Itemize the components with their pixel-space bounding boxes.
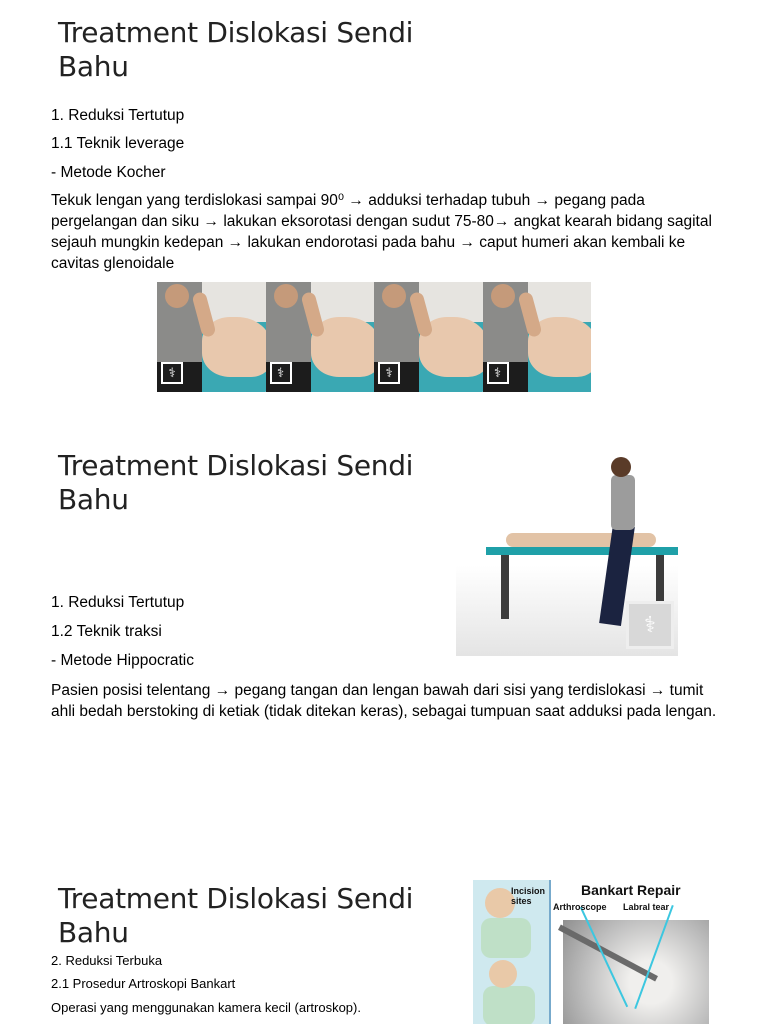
- slide2-paragraph: Pasien posisi telentang → pegang tangan dan lengan bawah dari sisi yang terdislokasi → tumit ahli bedah berstoking di ketiak (tidak ditekan keras), sebagai tumpuan saat adduksi pada lengan.: [51, 682, 717, 720]
- slide3-title: Treatment Dislokasi Sendi Bahu: [58, 882, 414, 949]
- slide2-title: Treatment Dislokasi Sendi Bahu: [58, 449, 414, 516]
- slide2-subheading: 1.2 Teknik traksi: [51, 623, 162, 640]
- slide1-heading: 1. Reduksi Tertutup: [51, 107, 185, 124]
- labral-tear-label: Labral tear: [623, 902, 670, 912]
- bankart-title: Bankart Repair: [581, 882, 681, 898]
- slide1-subheading: 1.1 Teknik leverage: [51, 135, 185, 152]
- medical-logo-icon: ⚕: [626, 601, 674, 649]
- medical-logo-icon: ⚕: [270, 362, 292, 384]
- medical-logo-icon: ⚕: [378, 362, 400, 384]
- hippocratic-image: [456, 455, 678, 656]
- slide1-title: Treatment Dislokasi Sendi Bahu: [58, 16, 414, 83]
- kocher-image-strip: [157, 282, 591, 392]
- kocher-frame-4: [483, 282, 592, 392]
- slide3-subheading: 2.1 Prosedur Artroskopi Bankart: [51, 976, 236, 991]
- bankart-repair-image: [473, 880, 709, 1024]
- slide2-method: - Metode Hippocratic: [51, 652, 195, 669]
- kocher-frame-1: [157, 282, 266, 392]
- slide3-paragraph: Operasi yang menggunakan kamera kecil (artroskop).: [51, 1000, 361, 1015]
- medical-logo-icon: ⚕: [487, 362, 509, 384]
- slide1-method: - Metode Kocher: [51, 164, 166, 181]
- arthroscope-label: Arthroscope: [553, 902, 607, 912]
- medical-logo-icon: ⚕: [161, 362, 183, 384]
- incision-sites-label: Incision sites: [511, 886, 546, 906]
- slide3-heading: 2. Reduksi Terbuka: [51, 953, 163, 968]
- slide1-paragraph: Tekuk lengan yang terdislokasi sampai 90⁰ → adduksi terhadap tubuh → pegang pada pergelangan dan siku → lakukan eksorotasi dengan sudut 75-80→ angkat kearah bidang sagital sejauh mungkin kedepan → lakukan endorotasi pada bahu → caput humeri akan kembali ke cavitas glenoidale: [51, 192, 712, 272]
- kocher-frame-3: [374, 282, 483, 392]
- slide2-heading: 1. Reduksi Tertutup: [51, 594, 185, 611]
- kocher-frame-2: [266, 282, 375, 392]
